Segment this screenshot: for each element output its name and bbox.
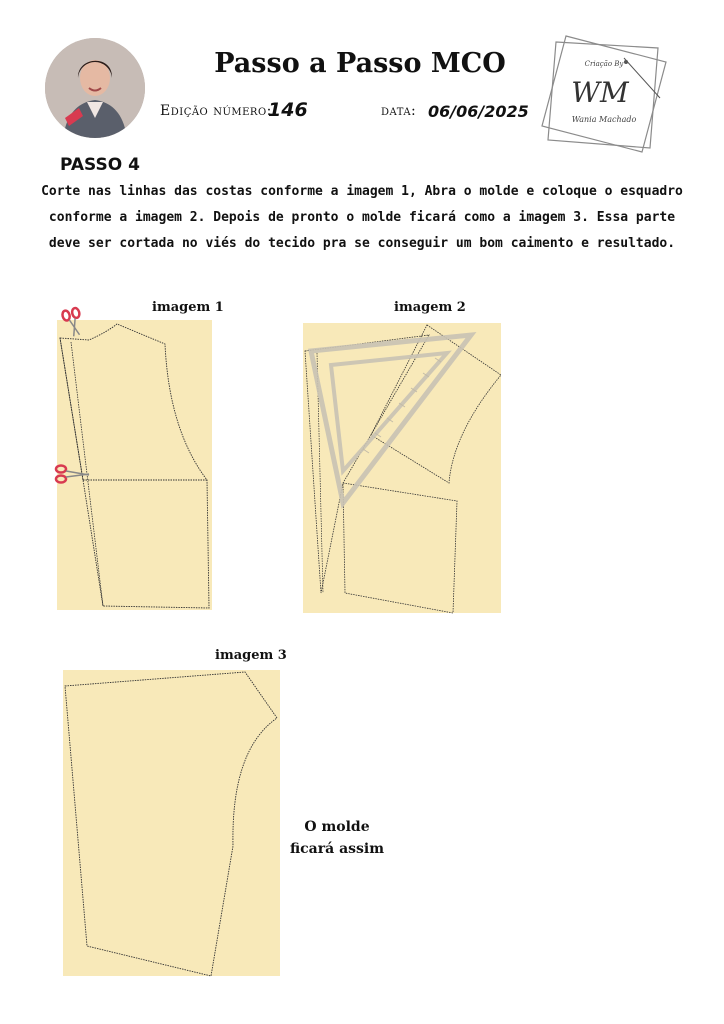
step-title: PASSO 4 [60, 155, 140, 175]
step-instructions: Corte nas linhas das costas conforme a imagem 1, Abra o molde e coloque o esquadro conforme a imagem 2. Depois de pronto o molde ficará como a imagem 3. Essa parte deve ser cortada no viés do tecido pra se conseguir um bom caimento e resultado. [41, 184, 683, 251]
figure-2-panel [303, 323, 501, 613]
date-label: data: [381, 103, 417, 119]
logo-monogram: WM [571, 76, 629, 109]
figure-3-label: imagem 3 [215, 648, 287, 663]
figure-3-pattern [63, 670, 280, 976]
logo-caption-text: Criação By [584, 60, 624, 68]
date-value: 06/06/2025 [428, 102, 529, 121]
author-portrait-illustration [45, 38, 145, 138]
brand-logo [538, 32, 670, 154]
logo-name-text: Wania Machado [571, 115, 637, 124]
edition-number: 146 [268, 99, 308, 121]
edition-label: Edição número: [160, 103, 272, 119]
figure-3-panel [63, 670, 280, 976]
figure-2-label: imagem 2 [394, 300, 466, 315]
figure-2-pattern [303, 323, 501, 613]
scissors-icon [61, 307, 84, 337]
figure-1-panel [57, 320, 212, 610]
ruler-square-icon [311, 335, 471, 503]
author-photo [45, 38, 145, 138]
figure-1-label: imagem 1 [152, 300, 224, 315]
result-caption: O molde ficará assim [289, 819, 385, 857]
figure-1-pattern [57, 320, 212, 610]
page-title: Passo a Passo MCO [214, 48, 506, 79]
